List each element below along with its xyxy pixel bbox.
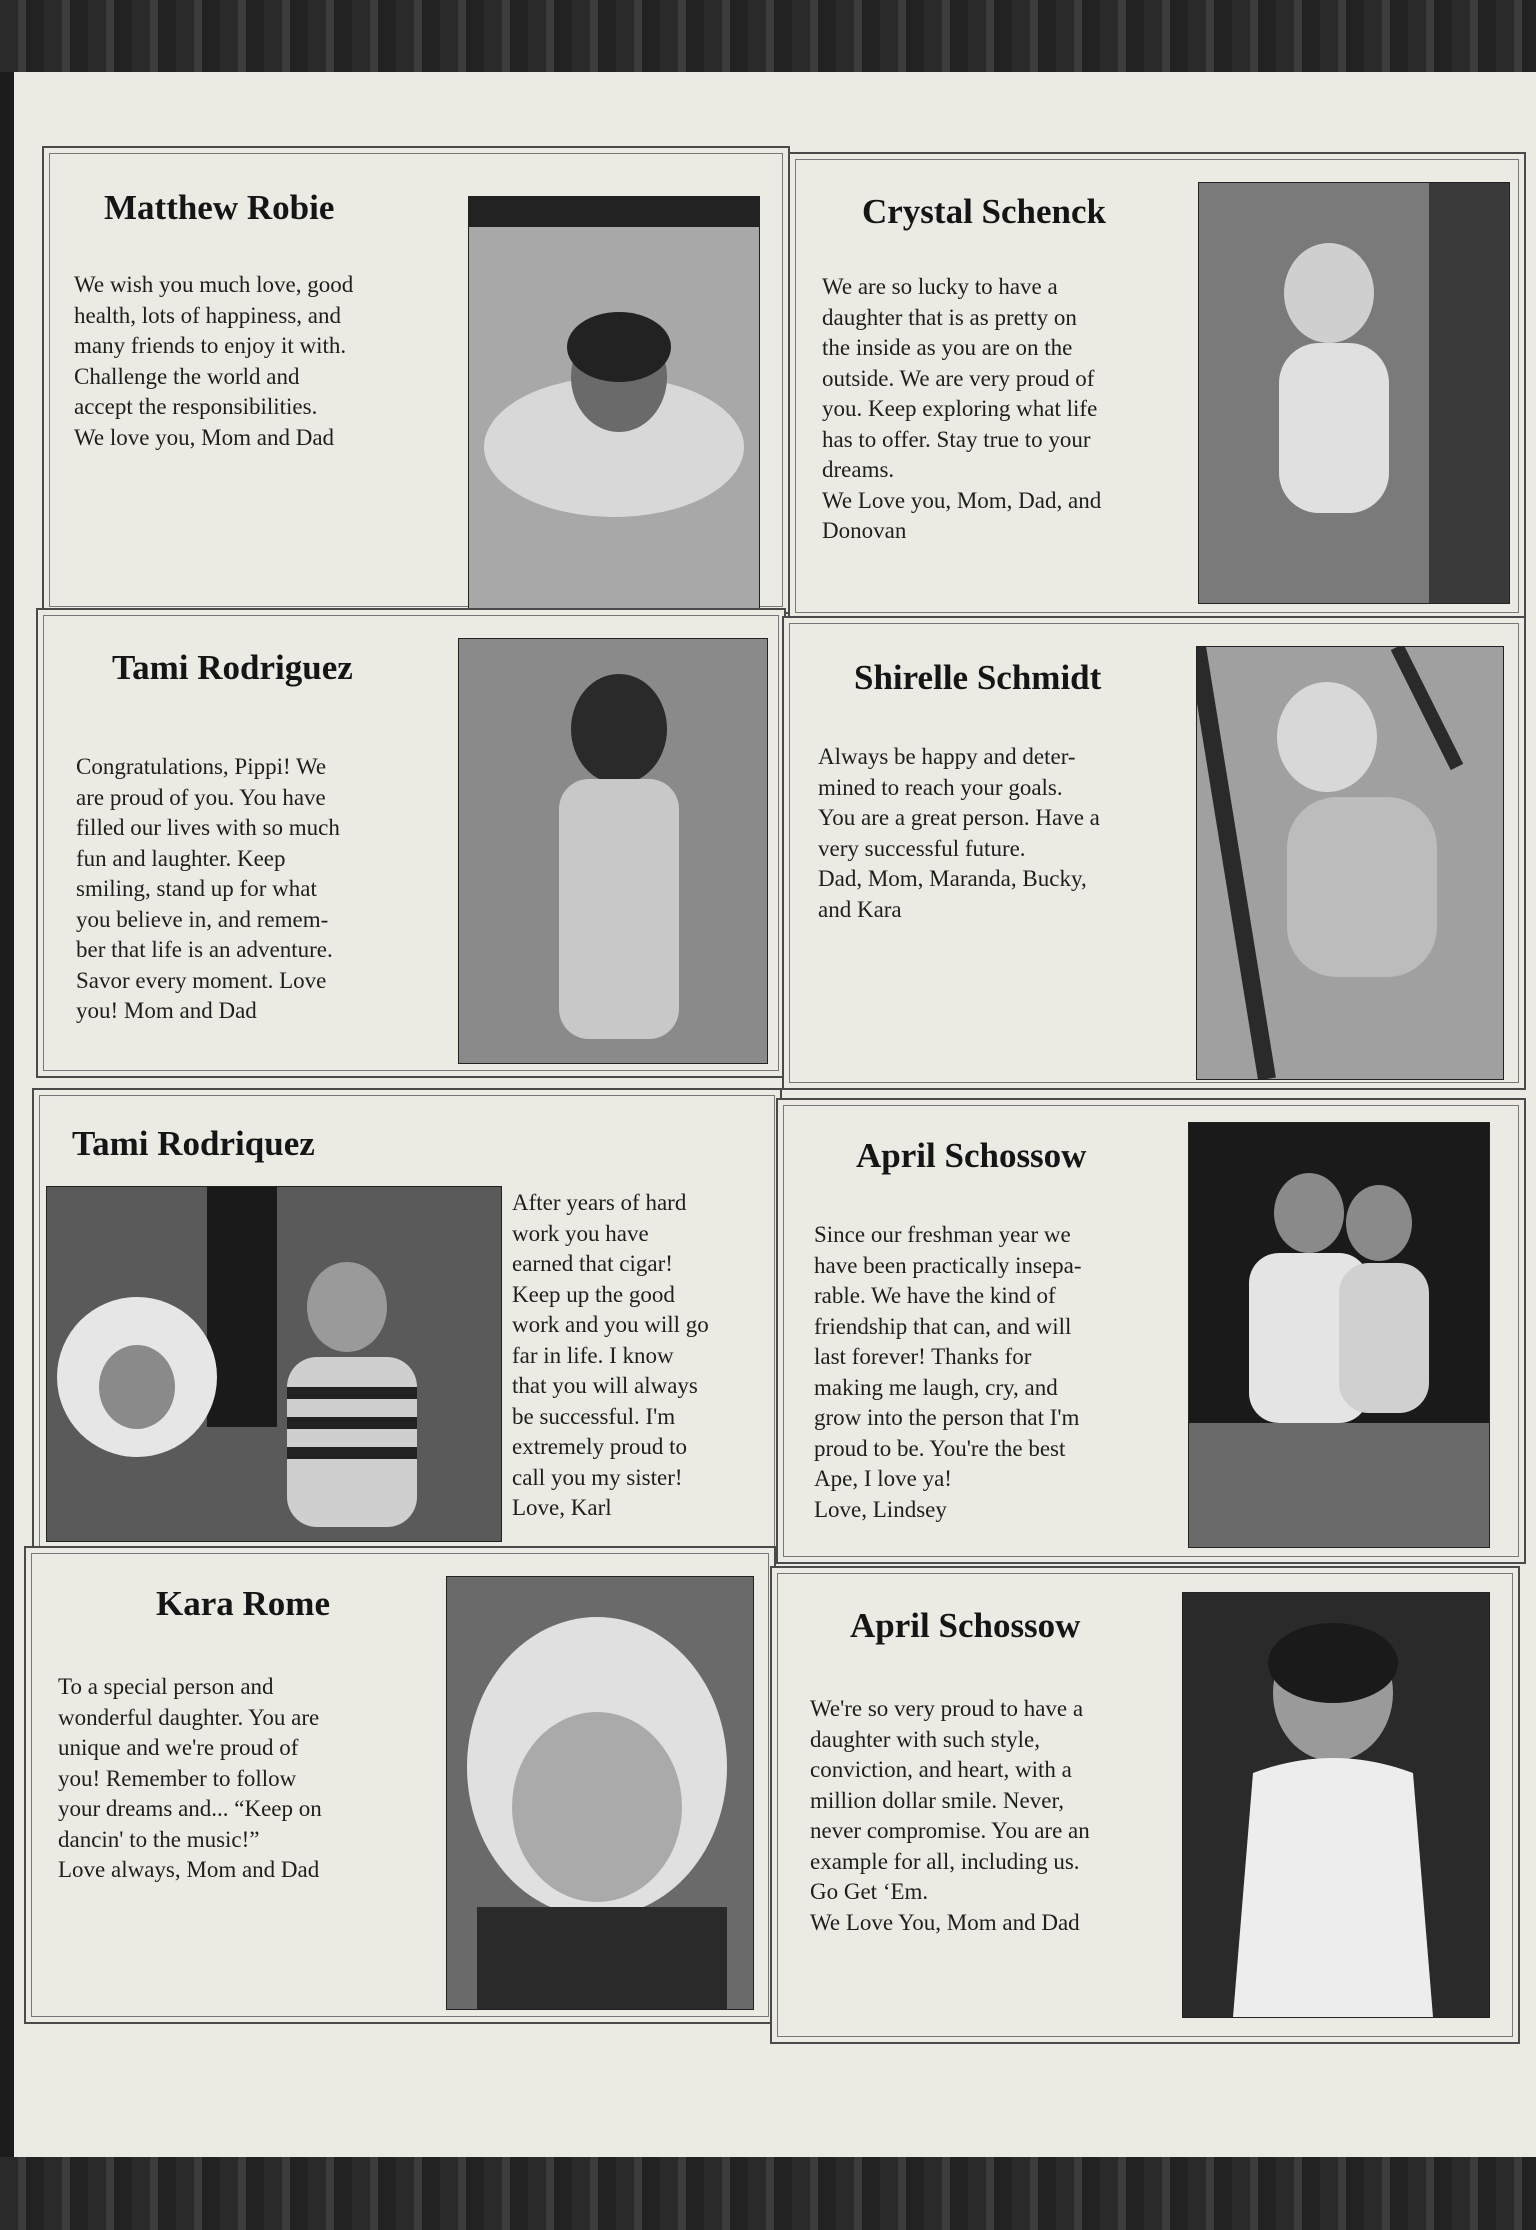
ad-crystal-schenck [788, 152, 1526, 620]
ad-april-schossow-friends [776, 1098, 1526, 1564]
ad-april-schossow-parents [770, 1566, 1520, 2044]
ad-name: Crystal Schenck [862, 192, 1107, 231]
ad-name: Matthew Robie [104, 188, 335, 227]
photo-toddler-in-white-dress [1182, 1592, 1490, 2018]
ad-name: Shirelle Schmidt [854, 658, 1102, 697]
page-bottom-edge [0, 2157, 1536, 2230]
ad-message: To a special person and wonderful daughter. You are unique and we're proud of you! Remember to follow your dreams and... “Keep on dancin' to the music!” Love always, Mom and Dad [58, 1674, 322, 1882]
photo-baby-in-pool [468, 196, 760, 612]
ad-message: Since our freshman year we have been practically insepa- rable. We have the kind of friendship that can, and will last forever! Thanks for making me laugh, cry, and grow into the person that I'm proud to be. You're the best Ape, I love ya! Love, Lindsey [814, 1222, 1082, 1522]
ad-name: April Schossow [850, 1606, 1081, 1645]
ad-name: Kara Rome [156, 1584, 330, 1623]
photo-two-friends-on-wall [1188, 1122, 1490, 1548]
ad-tami-rodriquez [32, 1088, 782, 1554]
ad-message: We're so very proud to have a daughter with such style, conviction, and heart, with a million dollar smile. Never, never compromise. You are an example for all, including us. Go Get ‘Em. We Love You, Mom and Dad [810, 1696, 1090, 1935]
ad-shirelle-schmidt [782, 616, 1526, 1090]
photo-smiling-curly-haired-girl [446, 1576, 754, 2010]
ad-name: April Schossow [856, 1136, 1087, 1175]
ad-message: After years of hard work you have earned that cigar! Keep up the good work and you will go far in life. I know that you will always be successful. I'm extremely proud to call you my sister! Love, Karl [512, 1190, 709, 1520]
photo-toddler-in-overalls [458, 638, 768, 1064]
ad-message: Always be happy and deter- mined to reach your goals. You are a great person. Have a very successful future. Dad, Mom, Maranda, Bucky, and Kara [818, 744, 1100, 922]
page-top-edge [0, 0, 1536, 72]
ad-tami-rodriguez [36, 608, 786, 1078]
ad-name: Tami Rodriguez [112, 648, 353, 687]
yearbook-page [14, 72, 1536, 2157]
ad-matthew-robie [42, 146, 790, 614]
photo-toddler-at-cupboard [1198, 182, 1510, 604]
ad-name: Tami Rodriquez [72, 1124, 315, 1163]
photo-girl-on-swing [1196, 646, 1504, 1080]
photo-two-children-by-stove [46, 1186, 502, 1542]
ad-message: We wish you much love, good health, lots of happiness, and many friends to enjoy it with. Challenge the world and accept the responsibilities. We love you, Mom and Dad [74, 272, 354, 450]
ad-kara-rome [24, 1546, 776, 2024]
ad-message: We are so lucky to have a daughter that is as pretty on the inside as you are on the outside. We are very proud of you. Keep exploring what life has to offer. Stay true to your dreams. We Love you, Mom, Dad, and Donovan [822, 274, 1102, 543]
ad-message: Congratulations, Pippi! We are proud of you. You have filled our lives with so much fun and laughter. Keep smiling, stand up for what you believe in, and remem- ber that life is an adventure. Savor every moment. Love you! Mom and Dad [76, 754, 340, 1023]
